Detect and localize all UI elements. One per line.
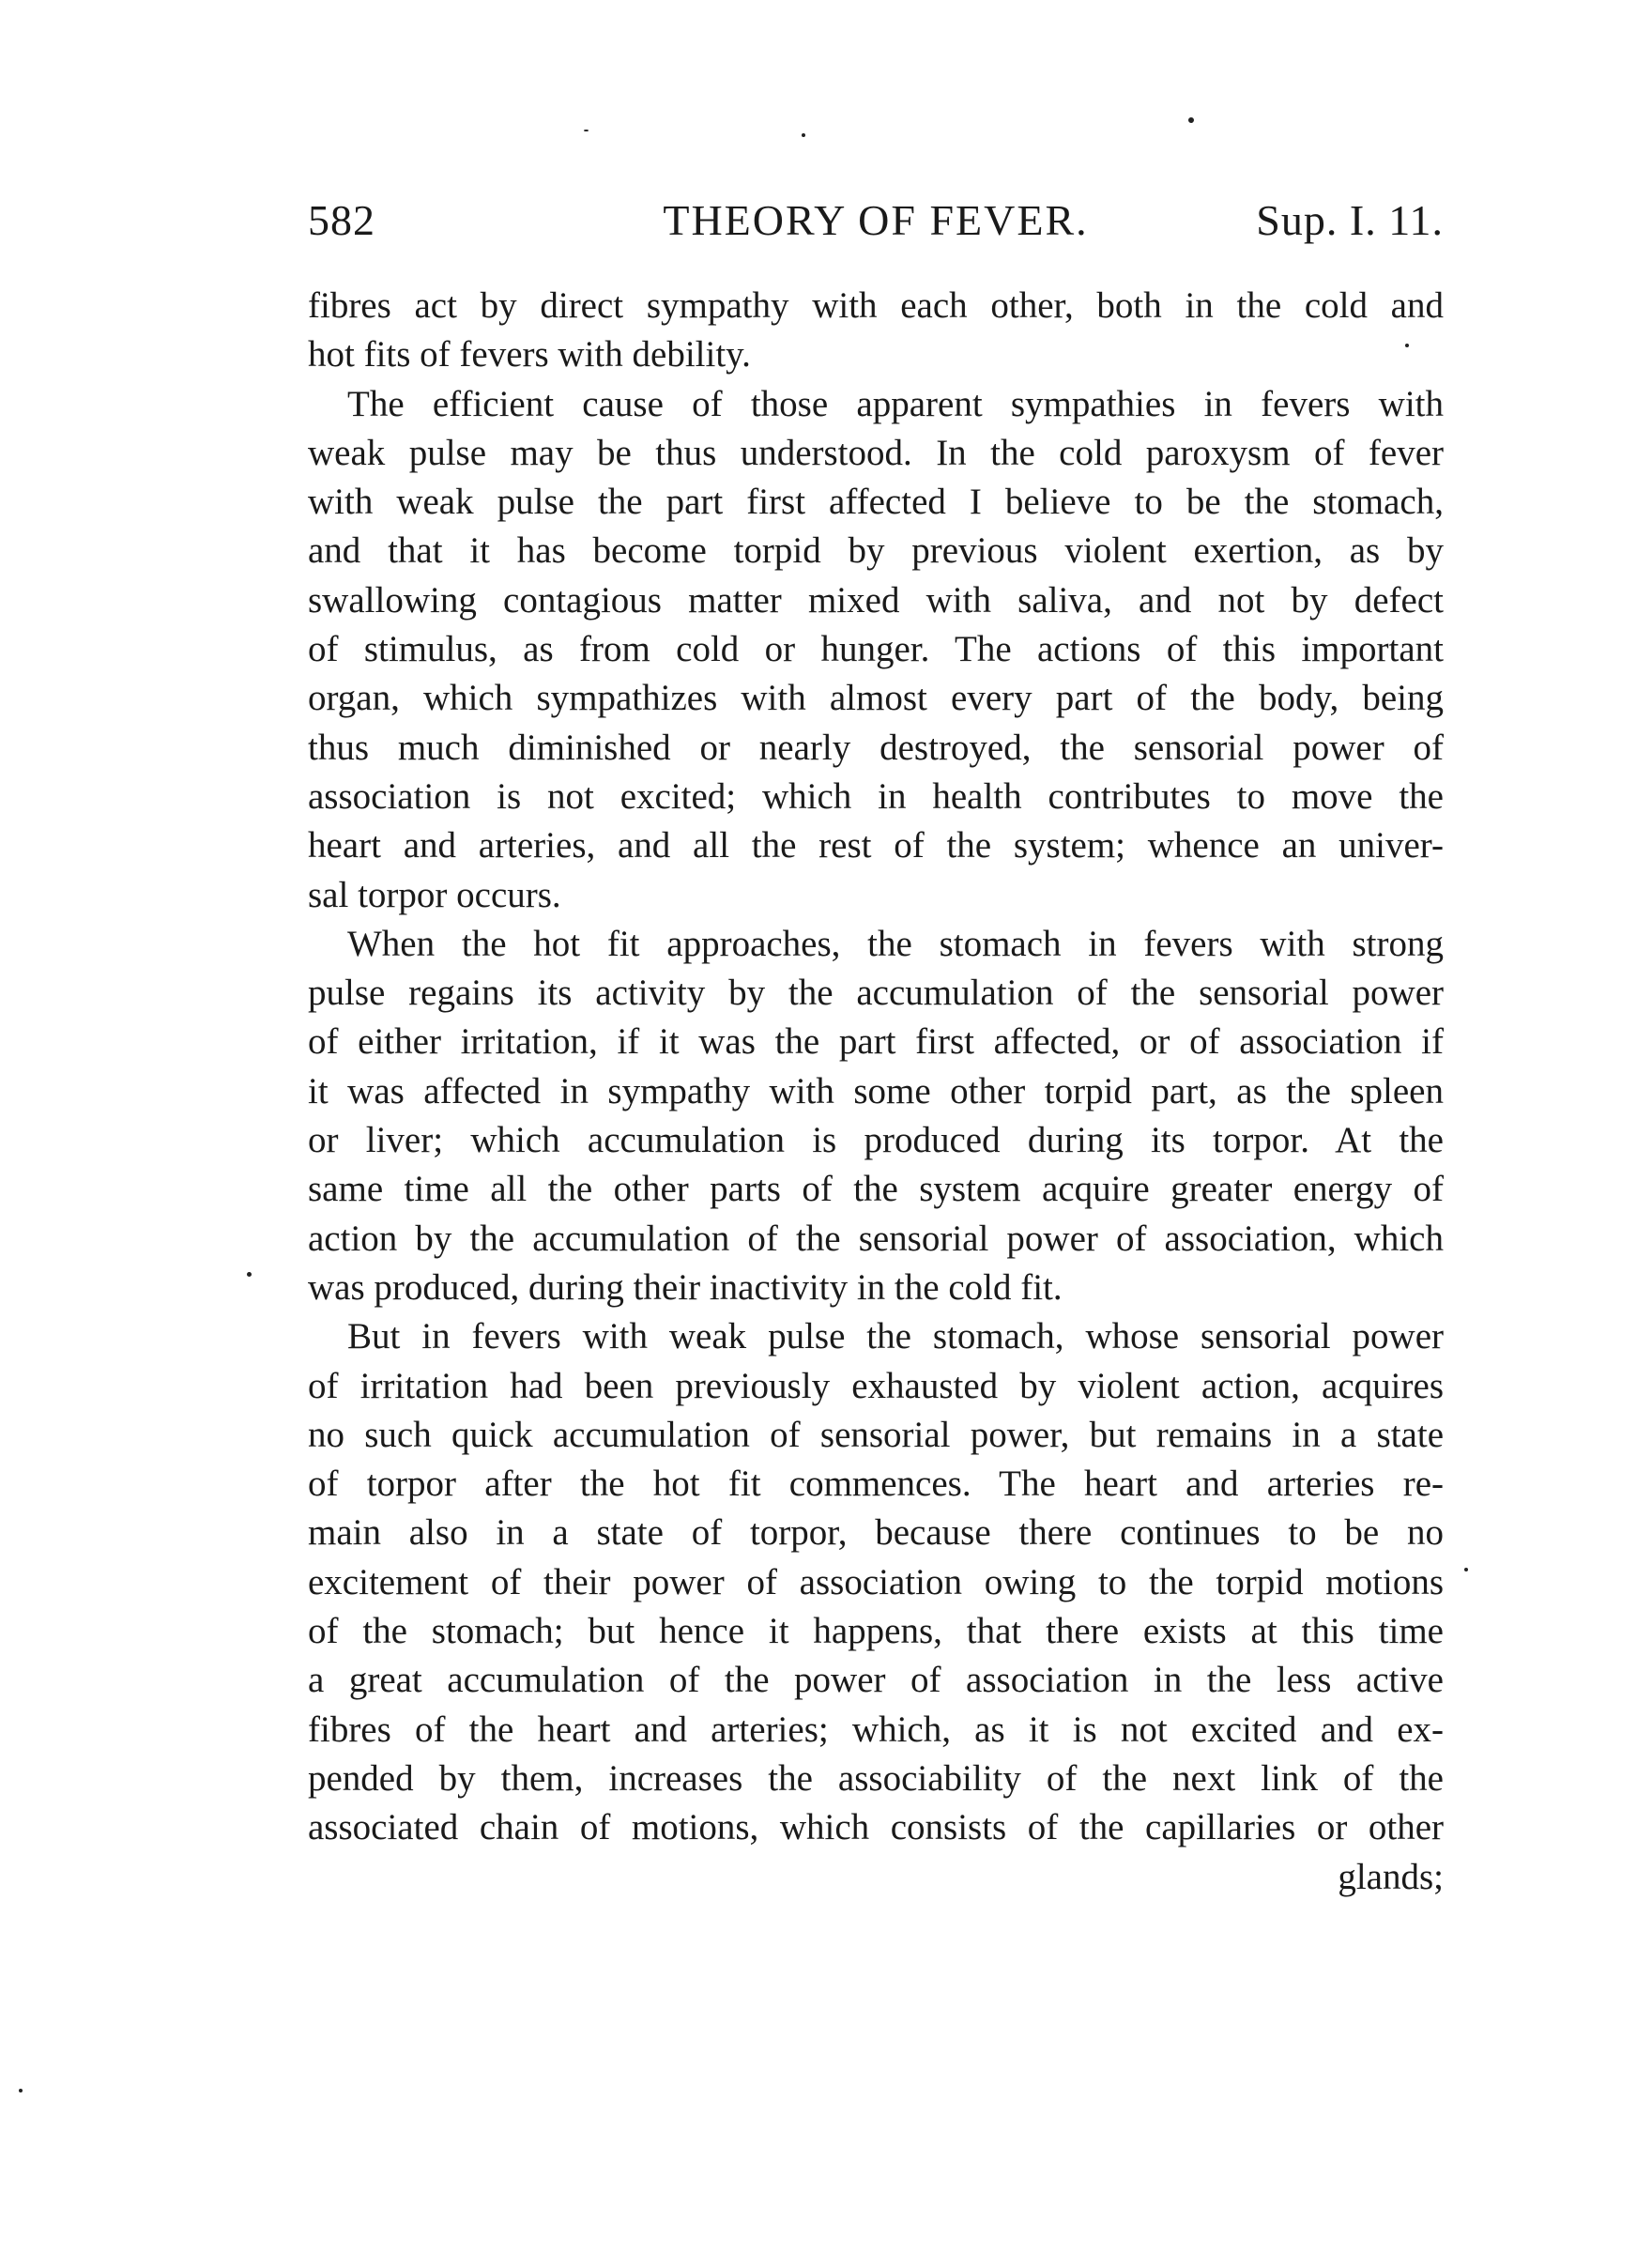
text-line: The efficient cause of those apparent sympathies in fevers with [347, 383, 1444, 424]
scan-speck [19, 2089, 23, 2092]
text-line: action by the accumulation of the sensorial power of association, which [308, 1218, 1444, 1259]
text-line: excitement of their power of association owing to the torpid motions [308, 1561, 1444, 1602]
running-title: THEORY OF FEVER. [663, 196, 1089, 244]
text-line: hot fits of fevers with debility. [308, 334, 751, 376]
text-line: associated chain of motions, which consists of the capillaries or other [308, 1807, 1444, 1848]
text-line: fibres act by direct sympathy with each other, both in the cold and [308, 285, 1444, 326]
text-line: pulse regains its activity by the accumulation of the sensorial power [308, 973, 1444, 1014]
text-line: a great accumulation of the power of association in the less active [308, 1660, 1444, 1701]
text-line: When the hot fit approaches, the stomach in fevers with strong [347, 923, 1444, 964]
text-line: heart and arteries, and all the rest of the system; whence an univer- [308, 825, 1444, 866]
section-reference: Sup. I. 11. [1256, 196, 1444, 244]
text-line: of irritation had been previously exhausted by violent action, acquires [308, 1365, 1444, 1406]
text-line: and that it has become torpid by previous violent exertion, as by [308, 530, 1444, 572]
text-line: same time all the other parts of the system acquire greater energy of [308, 1169, 1444, 1210]
scan-speck [1464, 1568, 1468, 1571]
text-line: weak pulse may be thus understood. In the cold paroxysm of fever [308, 432, 1444, 473]
scan-speck [584, 130, 589, 131]
text-line: of either irritation, if it was the part first affected, or of association if [308, 1021, 1444, 1063]
text-line: was produced, during their inactivity in the cold fit. [308, 1266, 1063, 1308]
running-header [308, 195, 1444, 261]
text-line: main also in a state of torpor, because there continues to be no [308, 1512, 1444, 1554]
text-line: fibres of the heart and arteries; which, as it is not excited and ex- [308, 1709, 1444, 1750]
scan-speck [802, 133, 805, 137]
text-line: organ, which sympathizes with almost every part of the body, being [308, 678, 1444, 719]
page-number: 582 [308, 196, 375, 244]
text-line: of the stomach; but hence it happens, that there exists at this time [308, 1611, 1444, 1652]
catchword: glands; [1338, 1856, 1444, 1897]
text-line: But in fevers with weak pulse the stomach, whose sensorial power [347, 1316, 1444, 1357]
text-line: or liver; which accumulation is produced during its torpor. At the [308, 1120, 1444, 1161]
text-line: thus much diminished or nearly destroyed, the sensorial power of [308, 727, 1444, 768]
body-text [308, 282, 1444, 1902]
text-line: no such quick accumulation of sensorial power, but remains in a state [308, 1414, 1444, 1455]
scan-speck [247, 1272, 252, 1277]
text-line: swallowing contagious matter mixed with saliva, and not by defect [308, 579, 1444, 621]
text-line: of stimulus, as from cold or hunger. The actions of this important [308, 629, 1444, 670]
text-line: it was affected in sympathy with some other torpid part, as the spleen [308, 1070, 1444, 1111]
text-line: with weak pulse the part first affected I believe to be the stomach, [308, 482, 1444, 523]
text-line: pended by them, increases the associability of the next link of the [308, 1757, 1444, 1799]
text-line: sal torpor occurs. [308, 874, 561, 915]
text-line: association is not excited; which in health contributes to move the [308, 775, 1444, 817]
text-line: of torpor after the hot fit commences. The heart and arteries re- [308, 1464, 1444, 1505]
scan-speck [1188, 117, 1194, 123]
